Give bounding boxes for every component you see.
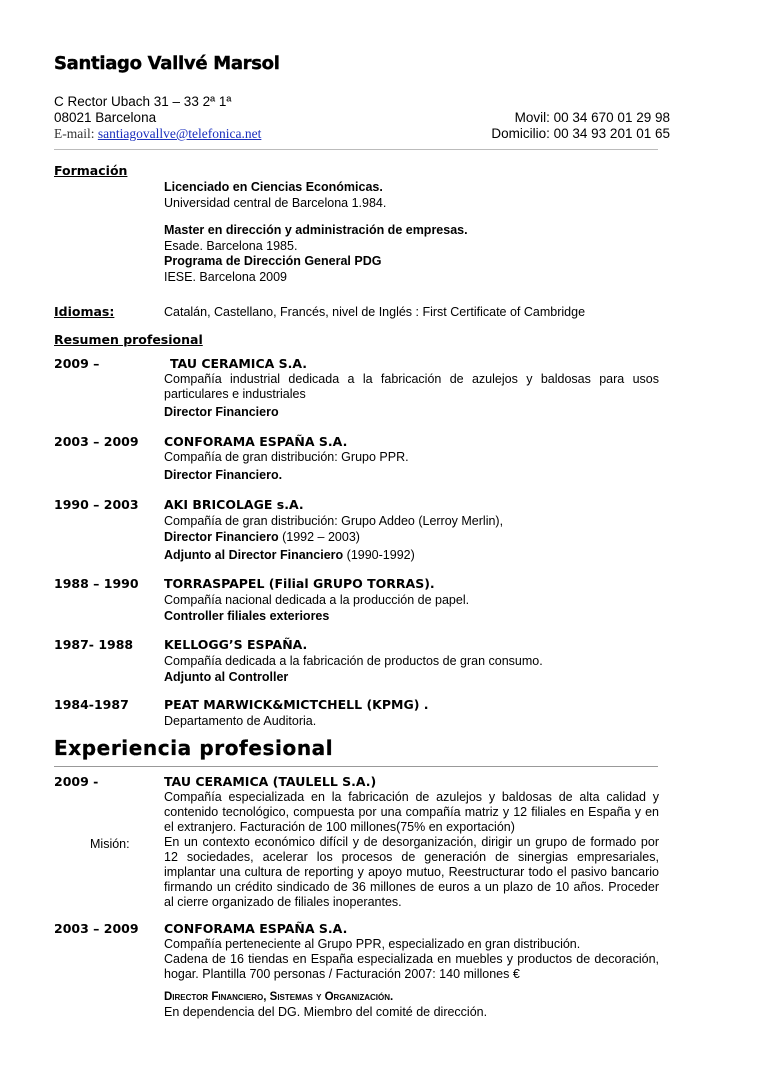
entry-org: AKI BRICOLAGE s.A. (164, 497, 304, 512)
entry-desc: Compañía de gran distribución: Grupo PPR. (164, 450, 409, 464)
email-link[interactable]: santiagovallve@telefonica.net (97, 126, 262, 141)
entry-org: PEAT MARWICK&MICTCHELL (KPMG) . (164, 697, 429, 712)
address-line-2: 08021 Barcelona (54, 110, 157, 125)
entry-org: CONFORAMA ESPAÑA S.A. (164, 434, 348, 449)
home-phone: Domicilio: 00 34 93 201 01 65 (491, 126, 670, 141)
entry-date: 2003 – 2009 (54, 921, 139, 936)
entry-org: CONFORAMA ESPAÑA S.A. (164, 921, 348, 936)
entry-date: 1984-1987 (54, 697, 129, 712)
address-line-1: C Rector Ubach 31 – 33 2ª 1ª (54, 94, 232, 109)
degree-3: Programa de Dirección General PDG (164, 254, 382, 268)
entry-role-2: Adjunto al Director Financiero (164, 548, 344, 562)
entry-role-1-dates: (1992 – 2003) (278, 530, 360, 544)
entry-org: TAU CERAMICA (TAULELL S.A.) (164, 774, 377, 789)
entry-role: Controller filiales exteriores (164, 609, 330, 623)
entry-role-1: Director Financiero (164, 530, 279, 544)
entry-role: Director Financiero, Sistemas y Organización. (164, 991, 394, 1003)
section-idiomas-title: Idiomas: (54, 304, 115, 319)
entry-org: TORRASPAPEL (Filial GRUPO TORRAS). (164, 576, 435, 591)
degree-2: Master en dirección y administración de empresas. (164, 223, 468, 237)
entry-date: 1990 – 2003 (54, 497, 139, 512)
section-resumen-title: Resumen profesional (54, 332, 203, 347)
section-formacion-title: Formación (54, 163, 128, 178)
mobile-phone: Movil: 00 34 670 01 29 98 (514, 110, 670, 125)
entry-role: Director Financiero. (164, 468, 283, 482)
entry-role: Adjunto al Controller (164, 670, 289, 684)
degree-1-place: Universidad central de Barcelona 1.984. (164, 195, 387, 210)
entry-desc-2: Cadena de 16 tiendas en España especializada en muebles y productos de decoración, hogar. Plantilla 700 personas / Facturación 2007: 140 millones € (164, 952, 659, 981)
degree-2-place: Esade. Barcelona 1985. (164, 238, 298, 253)
entry-date: 2003 – 2009 (54, 434, 139, 449)
email-label: E-mail: (54, 126, 98, 141)
entry-role-2-dates: (1990-1992) (343, 548, 415, 562)
entry-desc: Departamento de Auditoria. (164, 714, 317, 728)
entry-desc-1: Compañía perteneciente al Grupo PPR, especializado en gran distribución. (164, 937, 581, 951)
entry-org: TAU CERAMICA S.A. (170, 356, 308, 371)
email-line (54, 126, 261, 142)
section-experiencia-title: Experiencia profesional (54, 736, 334, 760)
entry-date: 2009 – (54, 356, 100, 371)
entry-role-desc: En dependencia del DG. Miembro del comité de dirección. (164, 1005, 488, 1019)
entry-desc: Compañía especializada en la fabricación de azulejos y baldosas de alta calidad y contenido tecnológico, compuesta por una compañía matriz y 12 filiales en España y en el extranjero. Facturación de 100 millones(75% en exportación) (164, 790, 659, 834)
entry-date: 1988 – 1990 (54, 576, 139, 591)
entry-desc: Compañía de gran distribución: Grupo Addeo (Lerroy Merlin), (164, 514, 504, 528)
entry-date: 2009 - (54, 774, 99, 789)
entry-desc: Compañía industrial dedicada a la fabricación de azulejos y baldosas para usos particulares e industriales (164, 372, 659, 401)
idiomas-text: Catalán, Castellano, Francés, nivel de Inglés : First Certificate of Cambridge (164, 305, 586, 319)
entry-role: Director Financiero (164, 405, 279, 419)
entry-mision: En un contexto económico difícil y de desorganización, dirigir un grupo de formado por 12 sociedades, acelerar los procesos de generación de sinergias empresariales, implantar una cultura de reporting y apoyo mutuo, Reestructurar todo el pasivo bancario firmando un crédito sindicado de 36 millones de euros a un plazo de 10 años. Proceder al cierre organizado de filiales inoperantes. (164, 835, 659, 909)
degree-3-place: IESE. Barcelona 2009 (164, 269, 287, 284)
entry-desc: Compañía dedicada a la fabricación de productos de gran consumo. (164, 654, 543, 668)
entry-date: 1987- 1988 (54, 637, 134, 652)
experiencia-divider (54, 766, 658, 767)
entry-org: KELLOGG’S ESPAÑA. (164, 637, 308, 652)
mision-label: Misión: (90, 837, 130, 851)
entry-desc: Compañía nacional dedicada a la producción de papel. (164, 593, 470, 607)
degree-1: Licenciado en Ciencias Económicas. (164, 180, 383, 194)
candidate-name: Santiago Vallvé Marsol (54, 53, 280, 74)
header-divider (54, 149, 658, 150)
